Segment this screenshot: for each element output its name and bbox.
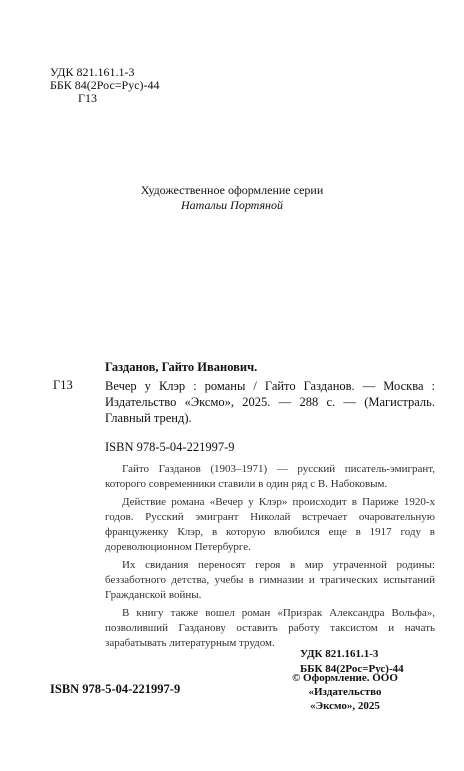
bbk-code: ББК 84(2Рос=Рус)-44 [50, 78, 160, 92]
annotation [105, 462, 435, 654]
copyright-notice [255, 671, 435, 713]
series-credit-line: Художественное оформление серии [140, 183, 324, 197]
annotation-paragraph: Действие романа «Вечер у Клэр» происходит в Париже 1920-х годов. Русский эмигрант Николай встречает очаровательную француженку Клэр, в которую влюбился еще в 1917 году в дореволюционном Петербурге. [105, 496, 435, 553]
copyright-line: «Эксмо», 2025 [310, 700, 380, 712]
record-author: Газданов, Гайто Иванович. [105, 360, 258, 374]
record-description: Вечер у Клэр : романы / Гайто Газданов. — Москва : Издательство «Эксмо», 2025. — 288 с. — (Магистраль. Главный тренд). [105, 379, 435, 425]
udk-code: УДК 821.161.1-3 [50, 65, 135, 79]
author-sign: Г13 [78, 91, 97, 105]
copyright-line: © Оформление. ООО «Издательство [292, 672, 398, 698]
record-isbn: ISBN 978-5-04-221997-9 [105, 440, 235, 454]
annotation-paragraph: Их свидания переносят героя в мир утраченной родины: беззаботного детства, учебы в гимназии и трагических испытаний Гражданской войны. [105, 559, 435, 601]
classification-codes [50, 66, 160, 105]
footer-isbn: ISBN 978-5-04-221997-9 [50, 682, 181, 696]
series-design-credit [0, 183, 464, 213]
annotation-paragraph: Гайто Газданов (1903–1971) — русский писатель-эмигрант, которого современники ставили в один ряд с В. Набоковым. [105, 463, 435, 490]
record-udk: УДК 821.161.1-3 [300, 648, 379, 660]
record-bbk: ББК 84(2Рос=Рус)-44 [300, 663, 404, 675]
annotation-paragraph: В книгу также вошел роман «Призрак Александра Вольфа», позволивший Газданову оставить работу таксистом и начать зарабатывать литературным трудом. [105, 607, 435, 649]
record-shelf-mark: Г13 [53, 378, 73, 392]
series-designer-name: Натальи Портяной [180, 198, 284, 212]
